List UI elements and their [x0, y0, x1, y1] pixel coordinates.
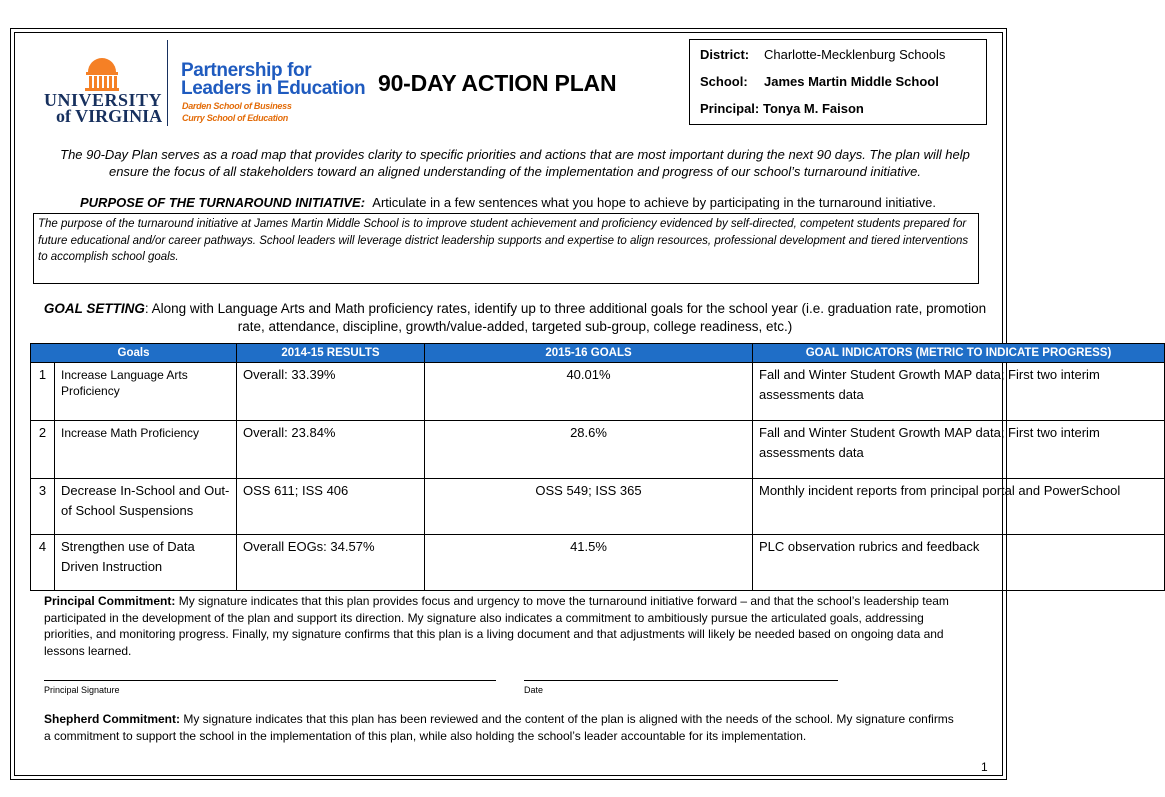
table-row: [31, 535, 1165, 591]
principal-signature-label: Principal Signature: [44, 685, 120, 695]
purpose-box: [33, 213, 979, 284]
shepherd-commitment-text: My signature indicates that this plan has been reviewed and the content of the plan is aligned with the needs of the school. My signature confirms a commitment to support the school in the implementation of this plan, while also holding the school’s leader accountable for its implementation.: [44, 712, 954, 743]
page-title: 90-DAY ACTION PLAN: [378, 70, 617, 96]
goal-cell: Increase Math Proficiency: [55, 421, 237, 479]
principal-label: Principal:: [700, 101, 760, 116]
curry-label: Curry School of Education: [182, 113, 289, 123]
principal-commitment-text: My signature indicates that this plan provides focus and urgency to move the turnaround initiative forward – and that the school’s leadership team participated in the development of the plan and support its direction. My signature also indicates a commitment to ambitiously pursue the articulated goals, addressing priorities, and monitoring progress. Finally, my signature confirms that this plan is a living document and that adjustments will likely be needed based on ongoing data and lessons learned.: [44, 594, 949, 658]
district-label: District:: [700, 47, 750, 62]
table-row: [31, 421, 1165, 479]
partnership-line2: Leaders in Education: [181, 78, 366, 99]
row-number: 2: [31, 421, 55, 479]
goal-value-cell: 41.5%: [425, 535, 753, 591]
principal-commitment-heading: Principal Commitment:: [44, 594, 176, 608]
purpose-heading: [80, 195, 936, 210]
school-info-box: [689, 39, 987, 125]
table-row: [31, 479, 1165, 535]
indicator-cell: PLC observation rubrics and feedback: [753, 535, 1165, 591]
district-row: [700, 47, 945, 62]
indicator-cell: Monthly incident reports from principal portal and PowerSchool: [753, 479, 1165, 535]
goal-cell: Strengthen use of Data Driven Instruction: [55, 535, 237, 591]
header-results: 2014-15 RESULTS: [237, 344, 425, 363]
date-label: Date: [524, 685, 544, 695]
indicator-cell: Fall and Winter Student Growth MAP data; First two interim assessments data: [753, 363, 1165, 421]
principal-signature-line[interactable]: [44, 680, 496, 681]
row-number: 1: [31, 363, 55, 421]
goal-value-cell: 40.01%: [425, 363, 753, 421]
results-cell: Overall: 23.84%: [237, 421, 425, 479]
principal-commitment: [44, 593, 954, 659]
row-number: 4: [31, 535, 55, 591]
goal-value-cell: 28.6%: [425, 421, 753, 479]
goals-table-header: [31, 344, 1165, 363]
goal-setting-title: GOAL SETTING: [43, 301, 145, 316]
darden-label: Darden School of Business: [182, 101, 292, 111]
logo-divider: [167, 40, 168, 126]
shepherd-commitment: [44, 711, 954, 744]
header-goals-2016: 2015-16 GOALS: [425, 344, 753, 363]
table-row: [31, 363, 1165, 421]
results-cell: Overall EOGs: 34.57%: [237, 535, 425, 591]
date-line[interactable]: [524, 680, 838, 681]
goal-value-cell: OSS 549; ISS 365: [425, 479, 753, 535]
header-indicators: GOAL INDICATORS (METRIC TO INDICATE PROGRESS): [753, 344, 1165, 363]
header-goals: Goals: [31, 344, 237, 363]
uva-line2: of VIRGINIA: [56, 106, 163, 126]
partnership-logo-text: [181, 60, 366, 99]
school-value: James Martin Middle School: [764, 74, 939, 89]
purpose-text: The purpose of the turnaround initiative at James Martin Middle School is to improve student achievement and proficiency evidenced by self-directed, competent students prepared for future educational and/or career pathways. School leaders will leverage district leadership supports and expertise to align resources, professional development and tiered interventions to accomplish school goals.: [38, 218, 969, 263]
results-cell: OSS 611; ISS 406: [237, 479, 425, 535]
purpose-instruction: Articulate in a few sentences what you hope to achieve by participating in the turnaround initiative.: [372, 195, 936, 210]
goals-table: [30, 343, 1165, 591]
page-number: 1: [981, 760, 988, 774]
uva-logo-text: [44, 91, 162, 125]
goal-cell: Decrease In-School and Out-of School Suspensions: [55, 479, 237, 535]
district-value: Charlotte-Mecklenburg Schools: [764, 47, 946, 62]
results-cell: Overall: 33.39%: [237, 363, 425, 421]
uva-line1: UNIVERSITY: [44, 90, 163, 110]
school-row: [700, 74, 939, 89]
rotunda-logo-icon: [83, 55, 121, 91]
shepherd-commitment-heading: Shepherd Commitment:: [44, 712, 181, 726]
partnership-line1: Partnership for: [181, 60, 312, 81]
goal-setting-heading: [40, 300, 990, 336]
intro-paragraph: The 90-Day Plan serves as a road map that provides clarity to specific priorities and actions that are most important during the next 90 days. The plan will help ensure the focus of all stakeholders toward an aligned understanding of the implementation and progress of our school’s turnaround initiative.: [60, 147, 970, 179]
school-label: School:: [700, 74, 748, 89]
goal-setting-text: : Along with Language Arts and Math proficiency rates, identify up to three additional goals for the school year (i.e. graduation rate, promotion rate, attendance, discipline, growth/value-added, targeted sub-group, college readiness, etc.): [144, 301, 987, 334]
indicator-cell: Fall and Winter Student Growth MAP data; First two interim assessments data: [753, 421, 1165, 479]
row-number: 3: [31, 479, 55, 535]
principal-value: Tonya M. Faison: [763, 101, 864, 116]
goal-cell: Increase Language Arts Proficiency: [55, 363, 237, 421]
principal-row: [700, 101, 864, 116]
purpose-title: PURPOSE OF THE TURNAROUND INITIATIVE:: [80, 195, 366, 210]
